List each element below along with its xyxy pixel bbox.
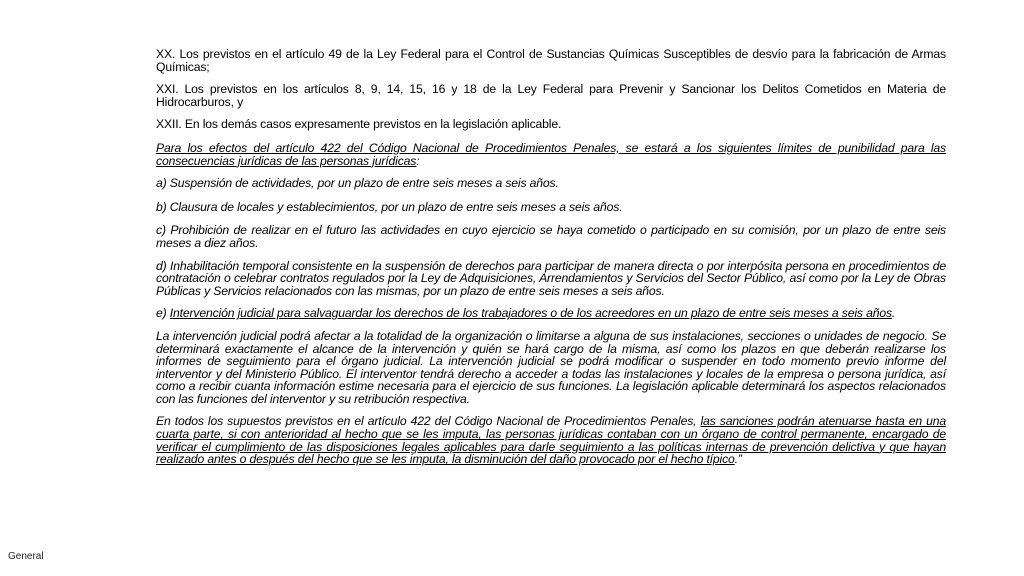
paragraph-supuestos-before: En todos los supuestos previstos en el artículo 422 del Código Nacional de Procedimientos Penales, — [156, 414, 701, 429]
document-body — [156, 48, 946, 476]
paragraph-c-text: c) Prohibición de realizar en el futuro las actividades en cuyo ejercicio se haya cometido o participado en su comisión, por un plazo de entre seis meses a diez años. — [156, 223, 946, 250]
paragraph-a — [156, 177, 946, 190]
paragraph-intro — [156, 142, 946, 167]
paragraph-e — [156, 307, 946, 320]
paragraph-intervencion-text: La intervención judicial podrá afectar a la totalidad de la organización o limitarse a alguna de sus instalaciones, secciones o unidades de negocio. Se determinará exactamente el alcance de la intervención y quién se hará cargo de la misma, así como los plazos en que deberán realizarse los informes de seguimiento para el órgano judicial. La intervención judicial se podrá modificar o suspender en todo momento previo informe del interventor y del Ministerio Público. El interventor tendrá derecho a acceder a todas las instalaciones y locales de la empresa o persona jurídica, así como a recibir cuanta información estime necesaria para el ejercicio de sus funciones. La legislación aplicable determinará los aspectos relacionados con las funciones del interventor y su retribución respectiva. — [156, 328, 946, 406]
paragraph-supuestos-after: .” — [734, 452, 742, 467]
paragraph-xxii — [156, 118, 946, 131]
paragraph-a-text: a) Suspensión de actividades, por un plazo de entre seis meses a seis años. — [156, 176, 559, 191]
paragraph-intro-after: : — [416, 153, 420, 168]
paragraph-b — [156, 201, 946, 214]
paragraph-b-text: b) Clausura de locales y establecimientos, por un plazo de entre seis meses a seis años. — [156, 199, 623, 214]
paragraph-e-before: e) — [156, 306, 170, 321]
paragraph-xxii-text: XXII. En los demás casos expresamente previstos en la legislación aplicable. — [156, 117, 562, 132]
paragraph-d-text: d) Inhabilitación temporal consistente en la suspensión de derechos para participar de manera directa o por interpósita persona en procedimientos de contratación o celebrar contratos regulados por la Ley de Adquisiciones, Arrendamientos y Servicios del Sector Público, así como por la Ley de Obras Públicas y Servicios relacionados con las mismas, por un plazo de entre seis meses a seis años. — [156, 258, 946, 298]
paragraph-xxi-text: XXI. Los previstos en los artículos 8, 9, 14, 15, 16 y 18 de la Ley Federal para Prevenir y Sancionar los Delitos Cometidos en Materia de Hidrocarburos, y — [156, 82, 946, 109]
paragraph-xx-text: XX. Los previstos en el artículo 49 de la Ley Federal para el Control de Sustancias Químicas Susceptibles de desvío para la fabricación de Armas Químicas; — [156, 47, 946, 74]
paragraph-intro-underlined: Para los efectos del artículo 422 del Código Nacional de Procedimientos Penales, se estará a los siguientes límites de punibilidad para las consecuencias jurídicas de las personas jurídicas — [156, 140, 946, 168]
paragraph-e-underlined: Intervención judicial para salvaguardar los derechos de los trabajadores o de los acreedores en un plazo de entre seis meses a seis años — [169, 306, 892, 321]
paragraph-e-after: . — [891, 306, 896, 321]
paragraph-intervencion — [156, 330, 946, 406]
paragraph-xx — [156, 48, 946, 73]
paragraph-d — [156, 260, 946, 298]
paragraph-supuestos — [156, 415, 946, 465]
sensitivity-label: General — [8, 551, 44, 562]
paragraph-supuestos-underlined: las sanciones podrán atenuarse hasta en una cuarta parte, si con anterioridad al hecho que se les imputa, las personas jurídicas contaban con un órgano de control permanente, encargado de verificar el cumplimiento de las disposiciones legales aplicables para darle seguimiento a las políticas internas de prevención delictiva y que hayan realizado antes o después del hecho que se les imputa, la disminución del daño provocado por el hecho típico — [156, 414, 947, 467]
paragraph-c — [156, 224, 946, 249]
paragraph-xxi — [156, 83, 946, 108]
